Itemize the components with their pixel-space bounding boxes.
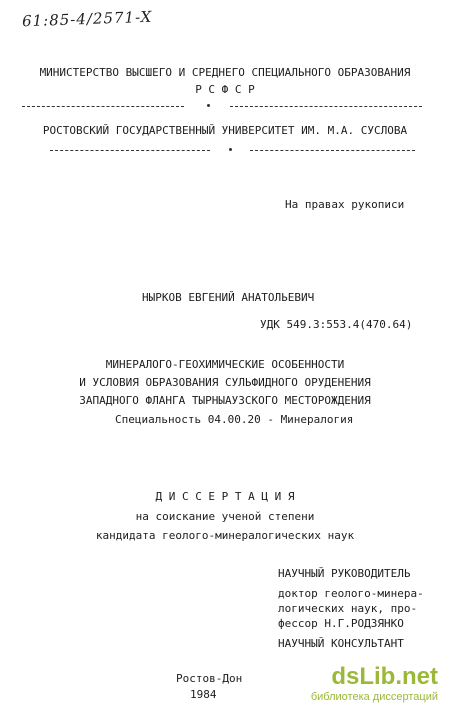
divider-right [230, 106, 422, 107]
ministry-heading: МИНИСТЕРСТВО ВЫСШЕГО И СРЕДНЕГО СПЕЦИАЛЬНОГО ОБРАЗОВАНИЯ [39, 66, 411, 79]
degree-line-1: на соискание ученой степени [135, 510, 315, 523]
udk-code: УДК 549.3:553.4(470.64) [260, 318, 413, 331]
watermark-logo: dsLib.net [331, 663, 438, 690]
divider-dot [207, 104, 210, 107]
supervisor-line-1: доктор геолого-минера- [278, 587, 424, 600]
divider-left-2 [50, 150, 210, 151]
divider-dot-2 [229, 148, 232, 151]
country-heading: Р С Ф С Р [195, 83, 255, 96]
watermark [311, 665, 438, 703]
footer-year: 1984 [190, 688, 217, 701]
footer-city: Ростов-Дон [176, 672, 243, 685]
watermark-caption: библиотека диссертаций [310, 691, 438, 703]
supervisor-heading: НАУЧНЫЙ РУКОВОДИТЕЛЬ [278, 567, 411, 580]
supervisor-line-2: логических наук, про- [278, 602, 418, 615]
handwritten-catalog-code: 61:85-4/2571-X [21, 7, 153, 31]
title-line-3: ЗАПАДНОГО ФЛАНГА ТЫРНЫАУЗСКОГО МЕСТОРОЖДЕНИЯ [79, 394, 371, 407]
supervisor-line-3: фессор Н.Г.РОДЗЯНКО [278, 617, 404, 630]
specialty: Специальность 04.00.20 - Минералогия [115, 413, 354, 426]
title-line-2: И УСЛОВИЯ ОБРАЗОВАНИЯ СУЛЬФИДНОГО ОРУДЕНЕНИЯ [79, 376, 371, 389]
divider-right-2 [250, 150, 415, 151]
consultant-heading: НАУЧНЫЙ КОНСУЛЬТАНТ [278, 637, 404, 650]
rights-notice: На правах рукописи [285, 198, 405, 211]
degree-line-2: кандидата геолого-минералогических наук [95, 529, 355, 542]
divider-left [22, 106, 184, 107]
title-line-1: МИНЕРАЛОГО-ГЕОХИМИЧЕСКИЕ ОСОБЕННОСТИ [105, 358, 345, 371]
dissertation-label: Д И С С Е Р Т А Ц И Я [155, 490, 295, 503]
university-heading: РОСТОВСКИЙ ГОСУДАРСТВЕННЫЙ УНИВЕРСИТЕТ ИМ. М.А. СУСЛОВА [42, 124, 408, 137]
author-name: НЫРКОВ ЕВГЕНИЙ АНАТОЛЬЕВИЧ [142, 291, 315, 304]
